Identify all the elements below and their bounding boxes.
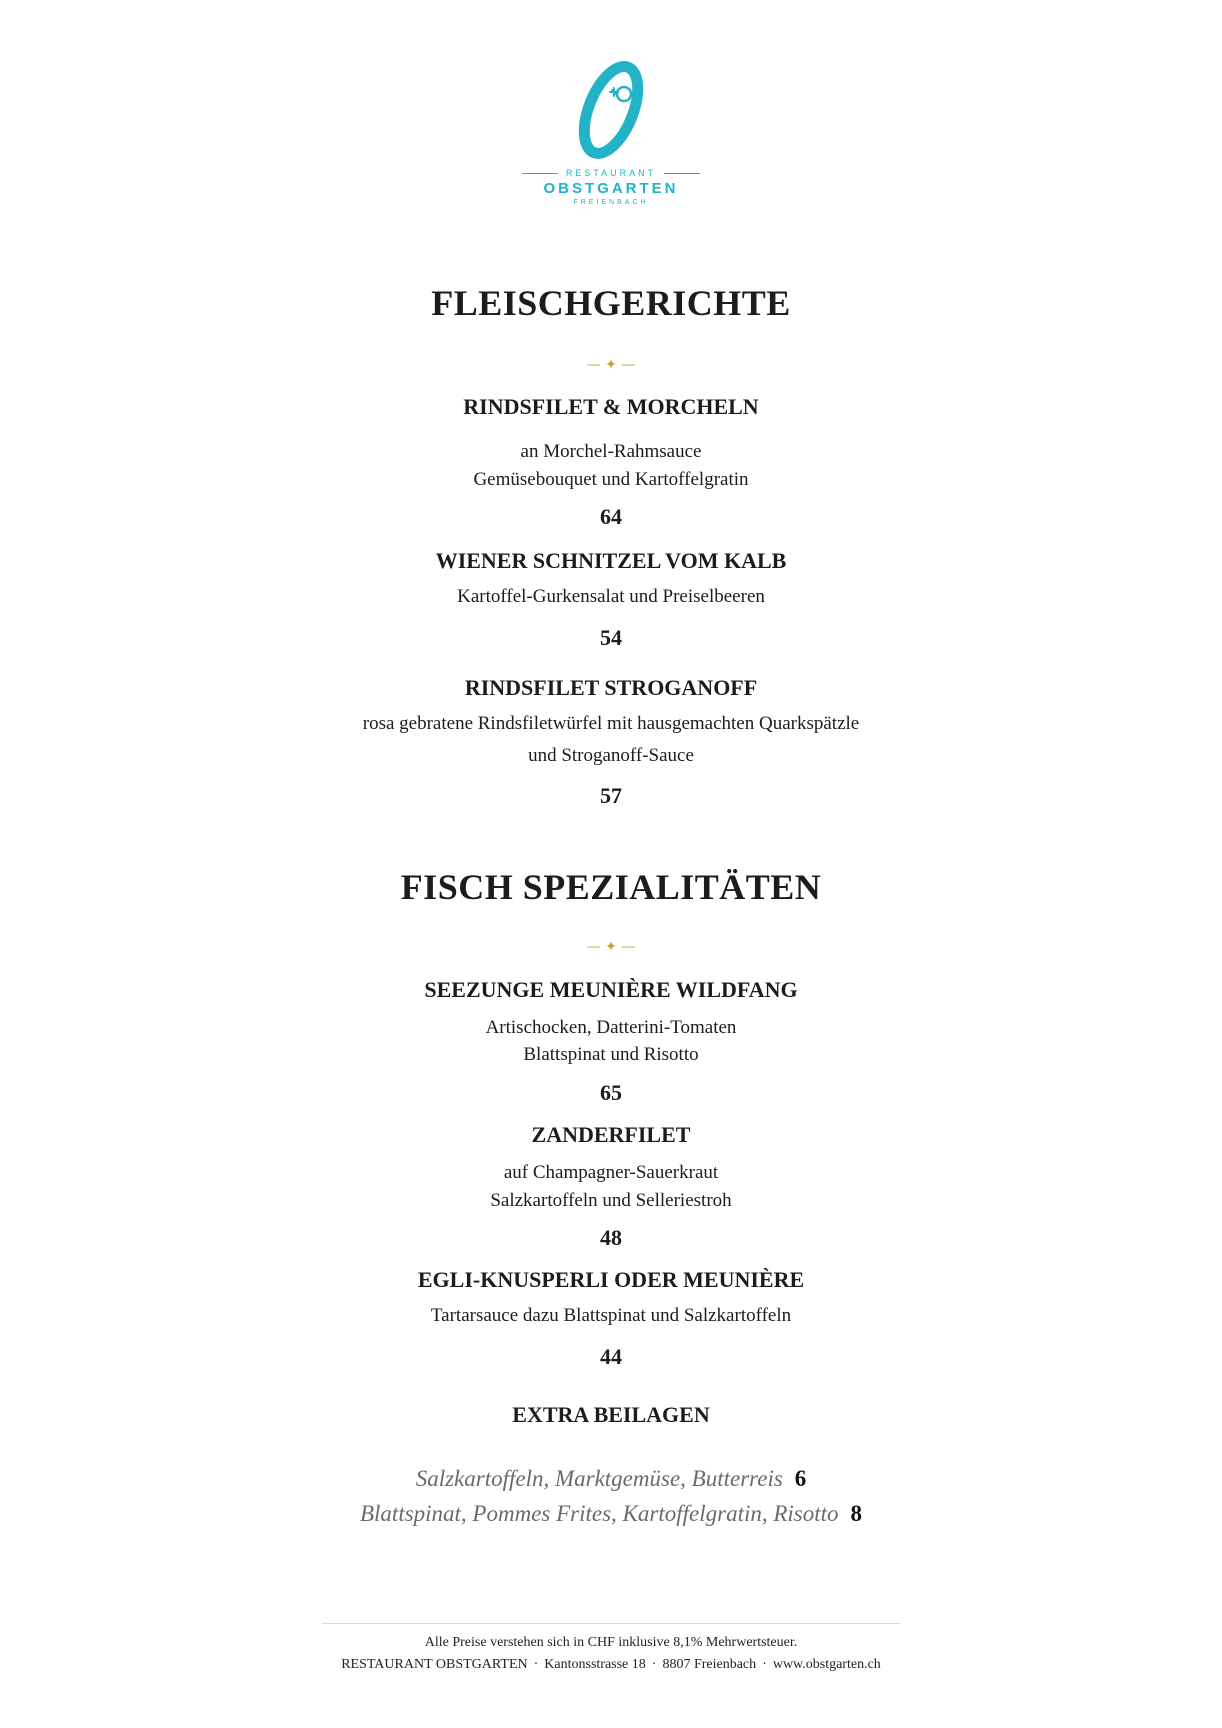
extras-line [0,1501,1222,1527]
dish-description: und Stroganoff-Sauce [528,745,694,766]
footer-separator: · [651,1657,657,1672]
dish-description: Blattspinat und Risotto [523,1044,699,1065]
footer-website-link[interactable]: www.obstgarten.ch [772,1657,881,1672]
dish-description: rosa gebratene Rindsfiletwürfel mit hausgemachten Quarkspätzle [362,713,860,734]
dish-price: 54 [600,625,622,650]
extras-line [0,1466,1222,1492]
footer-note: Alle Preise verstehen sich in CHF inklusive 8,1% Mehrwertsteuer. [424,1635,798,1650]
extras-price: 6 [794,1466,807,1491]
footer-restaurant-name: RESTAURANT OBSTGARTEN [341,1657,528,1672]
ornament-divider-icon: — ✦ — [586,357,636,373]
dish-description: Artischocken, Datterini-Tomaten [485,1017,737,1038]
dish-description: auf Champagner-Sauerkraut [503,1162,719,1183]
dish-price: 64 [600,504,622,529]
logo-name-text: OBSTGARTEN [543,180,679,197]
dish-name: RINDSFILET & MORCHELN [463,394,759,419]
section-title-fisch: FISCH SPEZIALITÄTEN [400,867,822,907]
extras-items: Salzkartoffeln, Marktgemüse, Butterreis [415,1466,783,1491]
logo-emblem-icon [556,60,666,160]
footer-address [0,1657,1222,1673]
section-title-fleisch: FLEISCHGERICHTE [431,283,791,323]
footer-divider [322,1623,900,1624]
dish-description: Kartoffel-Gurkensalat und Preiselbeeren [457,586,765,607]
restaurant-logo [0,60,1222,206]
dish-price: 44 [600,1344,622,1369]
extras-price: 8 [850,1501,863,1526]
dish-name: EGLI-KNUSPERLI ODER MEUNIÈRE [417,1267,805,1292]
logo-place-text: FREIENBACH [573,199,649,206]
footer-separator: · [762,1657,767,1672]
footer-street: Kantonsstrasse 18 [544,1657,646,1672]
dish-name: SEEZUNGE MEUNIÈRE WILDFANG [424,977,798,1002]
dish-price: 65 [600,1080,622,1105]
dish-price: 48 [600,1225,622,1250]
footer-city: 8807 Freienbach [662,1657,757,1672]
dish-name: ZANDERFILET [531,1122,691,1147]
dish-price: 57 [600,783,622,808]
extras-title: EXTRA BEILAGEN [512,1402,710,1427]
dish-description: Gemüsebouquet und Kartoffelgratin [473,469,749,490]
logo-restaurant-text: RESTAURANT [0,168,1222,178]
dish-name: RINDSFILET STROGANOFF [464,675,758,700]
dish-name: WIENER SCHNITZEL VOM KALB [435,548,787,573]
extras-items: Blattspinat, Pommes Frites, Kartoffelgratin, Risotto [359,1501,839,1526]
dish-description: Tartarsauce dazu Blattspinat und Salzkartoffeln [430,1305,792,1326]
footer-separator: · [533,1657,539,1672]
dish-description: an Morchel-Rahmsauce [520,441,702,462]
dish-description: Salzkartoffeln und Selleriestroh [490,1190,732,1211]
ornament-divider-icon: — ✦ — [586,939,636,955]
